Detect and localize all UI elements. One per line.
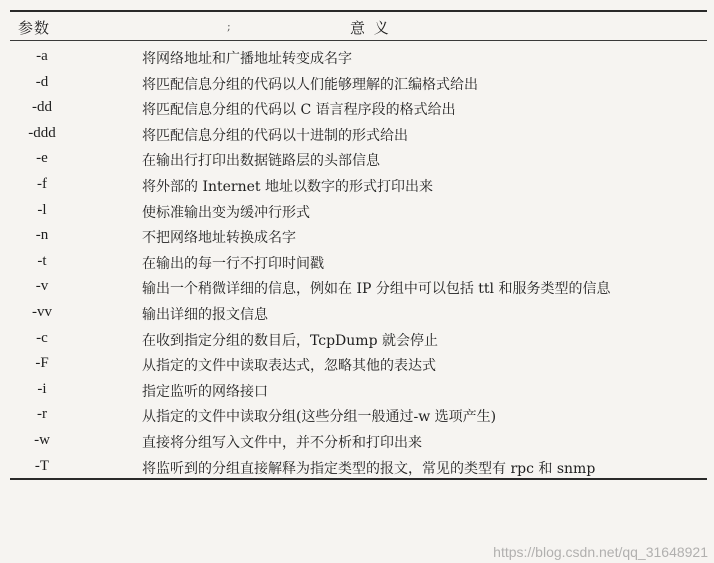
- table-row: [10, 197, 707, 223]
- options-table: [10, 10, 707, 480]
- row-meaning: 输出一个稍微详细的信息，例如在 IP 分组中可以包括 ttl 和服务类型的信息: [142, 281, 611, 298]
- row-param: -i: [37, 380, 47, 397]
- row-meaning: 将网络地址和广播地址转变成名字: [142, 51, 352, 67]
- row-param: -r: [37, 406, 47, 423]
- row-meaning: 使标准输出变为缓冲行形式: [142, 204, 310, 221]
- row-param: -F: [35, 355, 49, 372]
- table-row: [10, 350, 707, 376]
- row-param: -vv: [32, 303, 52, 320]
- row-param: -t: [37, 252, 47, 269]
- row-meaning: 在输出的每一行不打印时间戳: [142, 255, 324, 272]
- table-row: [10, 273, 707, 299]
- header-param: 参数: [18, 19, 51, 37]
- table-row: [10, 120, 707, 146]
- row-param: -f: [37, 175, 47, 192]
- row-meaning: 输出详细的报文信息: [142, 306, 268, 323]
- header-mark: ;: [227, 20, 231, 33]
- row-param: -l: [37, 201, 47, 218]
- table-row: [10, 453, 707, 479]
- row-meaning: 在输出行打印出数据链路层的头部信息: [142, 153, 380, 170]
- row-meaning: 将外部的 Internet 地址以数字的形式打印出来: [142, 178, 433, 195]
- row-param: -v: [35, 278, 49, 295]
- row-meaning: 不把网络地址转换成名字: [142, 230, 296, 247]
- row-meaning: 将匹配信息分组的代码以 C 语言程序段的格式给出: [142, 102, 456, 119]
- row-param: -T: [34, 457, 50, 474]
- row-param: -a: [36, 48, 48, 64]
- row-meaning: 从指定的文件中读取表达式，忽略其他的表达式: [142, 358, 436, 375]
- row-param: -n: [35, 227, 49, 244]
- table-row: [10, 299, 707, 325]
- table-row: [10, 427, 707, 453]
- table-row: [10, 248, 707, 274]
- table-row: [10, 222, 707, 248]
- table-row: [10, 401, 707, 427]
- row-param: -c: [36, 329, 48, 346]
- table-body: [10, 41, 707, 478]
- row-meaning: 指定监听的网络接口: [142, 383, 268, 400]
- row-param: -dd: [32, 99, 52, 116]
- header-meaning: 意 义: [350, 19, 391, 37]
- table-row: [10, 69, 707, 95]
- row-meaning: 将匹配信息分组的代码以人们能够理解的汇编格式给出: [142, 76, 478, 93]
- table-row: [10, 376, 707, 402]
- table-row: [10, 171, 707, 197]
- row-param: -w: [34, 431, 50, 448]
- row-param: -d: [35, 73, 49, 90]
- row-param: -e: [36, 150, 48, 167]
- row-param: -ddd: [28, 124, 56, 141]
- row-meaning: 将监听到的分组直接解释为指定类型的报文，常见的类型有 rpc 和 snmp: [142, 460, 596, 477]
- table-row: [10, 43, 707, 69]
- table-header: [10, 12, 707, 40]
- row-meaning: 将匹配信息分组的代码以十进制的形式给出: [142, 127, 408, 144]
- table-bottom-rule: [10, 478, 707, 480]
- table-row: [10, 94, 707, 120]
- row-meaning: 从指定的文件中读取分组(这些分组一般通过-w 选项产生): [142, 409, 497, 426]
- table-row: [10, 325, 707, 351]
- row-meaning: 在收到指定分组的数目后，TcpDump 就会停止: [142, 332, 438, 349]
- table-row: [10, 145, 707, 171]
- watermark: https://blog.csdn.net/qq_31648921: [493, 544, 708, 560]
- row-meaning: 直接将分组写入文件中，并不分析和打印出来: [142, 434, 422, 451]
